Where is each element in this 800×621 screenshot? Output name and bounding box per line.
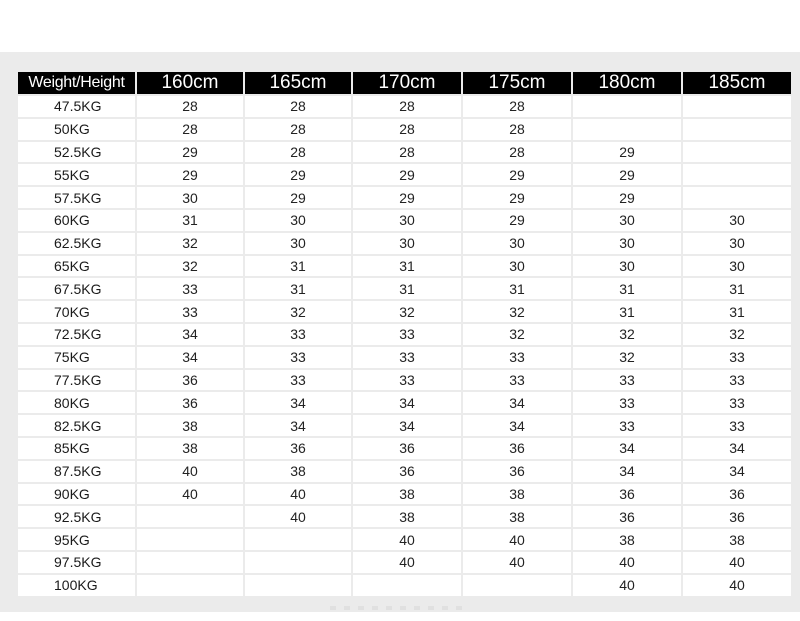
size-cell: 28 bbox=[353, 96, 461, 117]
size-cell: 30 bbox=[683, 256, 791, 277]
size-cell: 38 bbox=[683, 529, 791, 550]
size-cell: 29 bbox=[463, 164, 571, 185]
table-row bbox=[18, 415, 791, 436]
table-row bbox=[18, 392, 791, 413]
size-cell: 34 bbox=[463, 415, 571, 436]
size-cell: 29 bbox=[573, 142, 681, 163]
size-cell: 34 bbox=[573, 438, 681, 459]
height-header-175: 175cm bbox=[463, 72, 571, 94]
size-cell: 29 bbox=[573, 164, 681, 185]
size-cell: 33 bbox=[573, 415, 681, 436]
size-cell: 34 bbox=[353, 392, 461, 413]
size-cell: 28 bbox=[137, 96, 243, 117]
size-cell bbox=[245, 529, 351, 550]
size-cell bbox=[353, 575, 461, 596]
size-cell: 31 bbox=[245, 278, 351, 299]
size-cell: 38 bbox=[353, 484, 461, 505]
size-cell: 33 bbox=[573, 392, 681, 413]
weight-label: 50KG bbox=[18, 119, 135, 140]
size-cell: 36 bbox=[683, 484, 791, 505]
size-cell: 29 bbox=[353, 164, 461, 185]
size-cell: 40 bbox=[353, 552, 461, 573]
size-cell bbox=[573, 119, 681, 140]
size-cell: 33 bbox=[245, 370, 351, 391]
size-cell: 36 bbox=[573, 484, 681, 505]
size-cell: 33 bbox=[463, 370, 571, 391]
size-cell: 28 bbox=[463, 96, 571, 117]
size-cell: 40 bbox=[353, 529, 461, 550]
weight-label: 87.5KG bbox=[18, 461, 135, 482]
size-cell: 31 bbox=[245, 256, 351, 277]
table-row bbox=[18, 552, 791, 573]
size-cell: 30 bbox=[353, 210, 461, 231]
size-cell: 31 bbox=[353, 278, 461, 299]
table-row bbox=[18, 164, 791, 185]
size-cell: 30 bbox=[683, 233, 791, 254]
weight-label: 85KG bbox=[18, 438, 135, 459]
size-cell: 32 bbox=[573, 347, 681, 368]
size-cell: 33 bbox=[353, 347, 461, 368]
weight-label: 95KG bbox=[18, 529, 135, 550]
size-cell bbox=[683, 96, 791, 117]
table-row bbox=[18, 370, 791, 391]
size-cell: 40 bbox=[245, 484, 351, 505]
size-cell: 33 bbox=[353, 324, 461, 345]
size-cell: 32 bbox=[463, 301, 571, 322]
size-cell bbox=[137, 529, 243, 550]
weight-label: 100KG bbox=[18, 575, 135, 596]
weight-label: 77.5KG bbox=[18, 370, 135, 391]
size-cell: 34 bbox=[245, 415, 351, 436]
size-cell: 30 bbox=[683, 210, 791, 231]
size-cell bbox=[137, 552, 243, 573]
weight-label: 52.5KG bbox=[18, 142, 135, 163]
size-cell: 30 bbox=[463, 256, 571, 277]
weight-label: 57.5KG bbox=[18, 187, 135, 208]
size-cell: 28 bbox=[463, 142, 571, 163]
size-cell: 36 bbox=[683, 506, 791, 527]
table-row bbox=[18, 142, 791, 163]
size-cell: 36 bbox=[353, 438, 461, 459]
table-row bbox=[18, 256, 791, 277]
size-cell: 31 bbox=[353, 256, 461, 277]
size-cell bbox=[683, 187, 791, 208]
size-cell: 34 bbox=[353, 415, 461, 436]
height-header-180: 180cm bbox=[573, 72, 681, 94]
size-cell: 29 bbox=[137, 164, 243, 185]
table-row bbox=[18, 210, 791, 231]
size-cell: 33 bbox=[683, 370, 791, 391]
table-row bbox=[18, 575, 791, 596]
weight-label: 67.5KG bbox=[18, 278, 135, 299]
size-cell: 38 bbox=[463, 484, 571, 505]
size-cell: 31 bbox=[463, 278, 571, 299]
size-cell: 33 bbox=[137, 301, 243, 322]
table-row bbox=[18, 187, 791, 208]
size-cell: 36 bbox=[463, 461, 571, 482]
size-cell: 40 bbox=[683, 552, 791, 573]
table-row bbox=[18, 301, 791, 322]
height-header-170: 170cm bbox=[353, 72, 461, 94]
weight-label: 75KG bbox=[18, 347, 135, 368]
size-cell: 33 bbox=[573, 370, 681, 391]
weight-label: 47.5KG bbox=[18, 96, 135, 117]
size-cell bbox=[683, 142, 791, 163]
table-row bbox=[18, 529, 791, 550]
size-cell: 34 bbox=[573, 461, 681, 482]
size-cell: 28 bbox=[353, 142, 461, 163]
size-cell: 29 bbox=[245, 164, 351, 185]
size-cell: 33 bbox=[245, 324, 351, 345]
table-row bbox=[18, 324, 791, 345]
table-row bbox=[18, 347, 791, 368]
size-cell: 32 bbox=[137, 256, 243, 277]
size-cell: 36 bbox=[353, 461, 461, 482]
table-row bbox=[18, 484, 791, 505]
height-header-165: 165cm bbox=[245, 72, 351, 94]
size-cell: 36 bbox=[573, 506, 681, 527]
size-cell: 30 bbox=[245, 210, 351, 231]
size-cell bbox=[245, 552, 351, 573]
size-cell: 28 bbox=[245, 96, 351, 117]
size-cell: 31 bbox=[683, 301, 791, 322]
size-cell: 38 bbox=[137, 415, 243, 436]
header-row bbox=[18, 72, 791, 94]
table-row bbox=[18, 233, 791, 254]
size-cell: 40 bbox=[573, 552, 681, 573]
size-cell: 38 bbox=[353, 506, 461, 527]
size-cell: 30 bbox=[573, 233, 681, 254]
size-cell: 32 bbox=[573, 324, 681, 345]
weight-label: 97.5KG bbox=[18, 552, 135, 573]
size-cell bbox=[683, 119, 791, 140]
size-cell: 40 bbox=[137, 461, 243, 482]
weight-label: 72.5KG bbox=[18, 324, 135, 345]
table-row bbox=[18, 438, 791, 459]
table-row bbox=[18, 278, 791, 299]
size-cell: 31 bbox=[137, 210, 243, 231]
size-cell: 34 bbox=[683, 438, 791, 459]
size-cell: 32 bbox=[353, 301, 461, 322]
size-cell: 30 bbox=[573, 256, 681, 277]
size-cell: 33 bbox=[683, 392, 791, 413]
size-cell: 29 bbox=[353, 187, 461, 208]
size-cell bbox=[683, 164, 791, 185]
height-header-185: 185cm bbox=[683, 72, 791, 94]
table-row bbox=[18, 96, 791, 117]
size-cell: 38 bbox=[245, 461, 351, 482]
size-cell: 34 bbox=[137, 324, 243, 345]
size-cell: 33 bbox=[137, 278, 243, 299]
size-cell bbox=[245, 575, 351, 596]
size-cell: 31 bbox=[683, 278, 791, 299]
weight-label: 70KG bbox=[18, 301, 135, 322]
size-cell: 40 bbox=[137, 484, 243, 505]
table-row bbox=[18, 506, 791, 527]
size-cell: 32 bbox=[463, 324, 571, 345]
size-cell: 30 bbox=[353, 233, 461, 254]
footer-caption-remnant bbox=[330, 606, 470, 610]
size-cell: 30 bbox=[573, 210, 681, 231]
size-cell: 40 bbox=[245, 506, 351, 527]
table-row bbox=[18, 119, 791, 140]
weight-height-header: Weight/Height bbox=[18, 72, 135, 94]
size-cell: 30 bbox=[137, 187, 243, 208]
size-cell: 30 bbox=[463, 233, 571, 254]
size-cell bbox=[137, 506, 243, 527]
size-cell: 29 bbox=[573, 187, 681, 208]
size-cell: 40 bbox=[463, 529, 571, 550]
size-cell: 33 bbox=[245, 347, 351, 368]
size-cell: 33 bbox=[353, 370, 461, 391]
size-cell: 40 bbox=[573, 575, 681, 596]
size-cell: 36 bbox=[137, 392, 243, 413]
height-header-160: 160cm bbox=[137, 72, 243, 94]
size-cell: 34 bbox=[245, 392, 351, 413]
weight-label: 82.5KG bbox=[18, 415, 135, 436]
size-cell: 31 bbox=[573, 278, 681, 299]
size-cell bbox=[573, 96, 681, 117]
size-cell: 36 bbox=[463, 438, 571, 459]
size-cell: 40 bbox=[683, 575, 791, 596]
size-cell: 33 bbox=[683, 415, 791, 436]
size-cell: 30 bbox=[245, 233, 351, 254]
size-cell bbox=[137, 575, 243, 596]
size-cell: 34 bbox=[137, 347, 243, 368]
size-cell: 38 bbox=[573, 529, 681, 550]
size-cell: 38 bbox=[137, 438, 243, 459]
weight-label: 92.5KG bbox=[18, 506, 135, 527]
size-cell: 29 bbox=[137, 142, 243, 163]
size-cell: 28 bbox=[137, 119, 243, 140]
weight-label: 62.5KG bbox=[18, 233, 135, 254]
weight-label: 65KG bbox=[18, 256, 135, 277]
size-cell bbox=[463, 575, 571, 596]
size-cell: 31 bbox=[573, 301, 681, 322]
size-cell: 34 bbox=[683, 461, 791, 482]
size-cell: 28 bbox=[245, 142, 351, 163]
size-cell: 29 bbox=[463, 187, 571, 208]
size-cell: 32 bbox=[245, 301, 351, 322]
size-table-body bbox=[18, 96, 791, 596]
table-row bbox=[18, 461, 791, 482]
size-cell: 33 bbox=[463, 347, 571, 368]
weight-label: 80KG bbox=[18, 392, 135, 413]
size-cell: 38 bbox=[463, 506, 571, 527]
size-cell: 32 bbox=[683, 324, 791, 345]
size-cell: 36 bbox=[137, 370, 243, 391]
weight-label: 90KG bbox=[18, 484, 135, 505]
size-cell: 29 bbox=[463, 210, 571, 231]
size-cell: 28 bbox=[245, 119, 351, 140]
size-cell: 28 bbox=[463, 119, 571, 140]
size-cell: 40 bbox=[463, 552, 571, 573]
size-cell: 32 bbox=[137, 233, 243, 254]
size-cell: 33 bbox=[683, 347, 791, 368]
size-cell: 29 bbox=[245, 187, 351, 208]
weight-label: 55KG bbox=[18, 164, 135, 185]
size-cell: 28 bbox=[353, 119, 461, 140]
size-chart-table bbox=[16, 70, 793, 598]
size-cell: 36 bbox=[245, 438, 351, 459]
weight-label: 60KG bbox=[18, 210, 135, 231]
size-cell: 34 bbox=[463, 392, 571, 413]
